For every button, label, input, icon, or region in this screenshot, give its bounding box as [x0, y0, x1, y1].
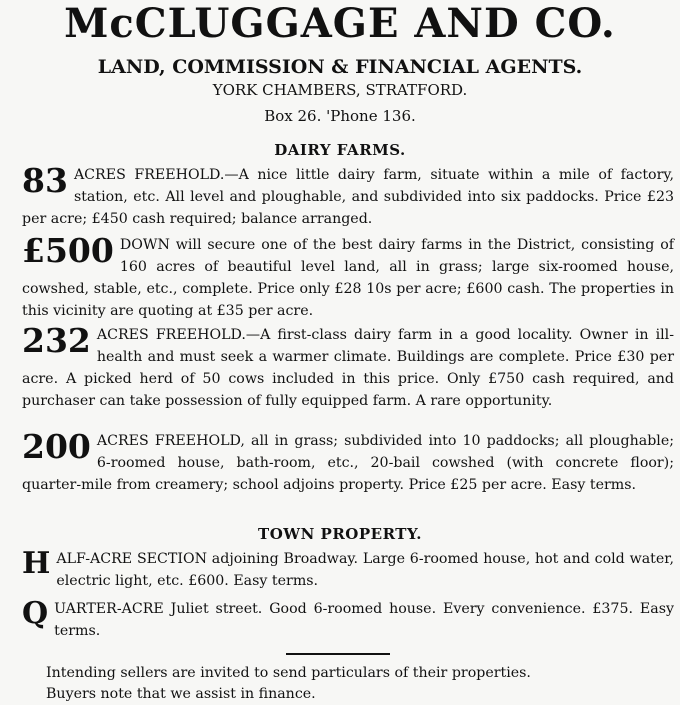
listing-lead: 83 [22, 161, 68, 200]
listing-item [22, 427, 674, 496]
listing-item [22, 598, 674, 642]
listing-text: ALF-ACRE SECTION adjoining Broadway. Large 6-roomed house, hot and cold water, electric light, etc. £600. Easy terms. [56, 551, 674, 589]
divider-rule [286, 653, 390, 655]
listing-lead: 200 [22, 427, 91, 466]
listing-text: ACRES FREEHOLD.—A first-class dairy farm in a good locality. Owner in ill-health and must seek a warmer climate. Buildings are complete. Price £30 per acre. A picked herd of 50 cows included in this price. Only £750 cash required, and purchaser can take possession of fully equipped farm. A rare opportunity. [22, 327, 674, 409]
listing-text: ACRES FREEHOLD, all in grass; subdivided into 10 paddocks; all ploughable; 6-roomed house, bath-room, etc., 20-bail cowshed (with concrete floor); quarter-mile from creamery; school adjoins property. Price £25 per acre. Easy terms. [22, 433, 674, 493]
firm-tagline: LAND, COMMISSION & FINANCIAL AGENTS. [97, 56, 583, 78]
firm-address: YORK CHAMBERS, STRATFORD. [212, 81, 468, 99]
listing-text: UARTER-ACRE Juliet street. Good 6-roomed house. Every convenience. £375. Easy terms. [54, 601, 674, 639]
listing-text: DOWN will secure one of the best dairy farms in the District, consisting of 160 acres of beautiful level land, all in grass; large six-roomed house, cowshed, stable, etc., complete. Price only £28 10s per acre; £600 cash. The properties in this vicinity are quoting at £35 per acre. [22, 237, 674, 319]
listing-lead: £500 [22, 231, 114, 270]
firm-contact: Box 26. 'Phone 136. [264, 107, 416, 125]
listing-lead: 232 [22, 321, 91, 360]
listing-item [22, 548, 674, 592]
footer-line-sellers: Intending sellers are invited to send particulars of their properties. [46, 665, 531, 681]
listing-item [22, 321, 674, 412]
listing-lead: H [22, 546, 51, 581]
dairy-heading: DAIRY FARMS. [274, 141, 406, 159]
listing-item [22, 231, 674, 322]
listing-lead: Q [22, 596, 49, 631]
firm-name: McCLUGGAGE AND CO. [64, 0, 616, 47]
footer-line-buyers: Buyers note that we assist in finance. [46, 686, 316, 702]
listing-text: ACRES FREEHOLD.—A nice little dairy farm, situate within a mile of factory, station, etc. All level and ploughable, and subdivided into six paddocks. Price £23 per acre; £450 cash required; balance arranged. [22, 167, 674, 227]
town-heading: TOWN PROPERTY. [258, 525, 422, 543]
listing-item [22, 161, 674, 230]
